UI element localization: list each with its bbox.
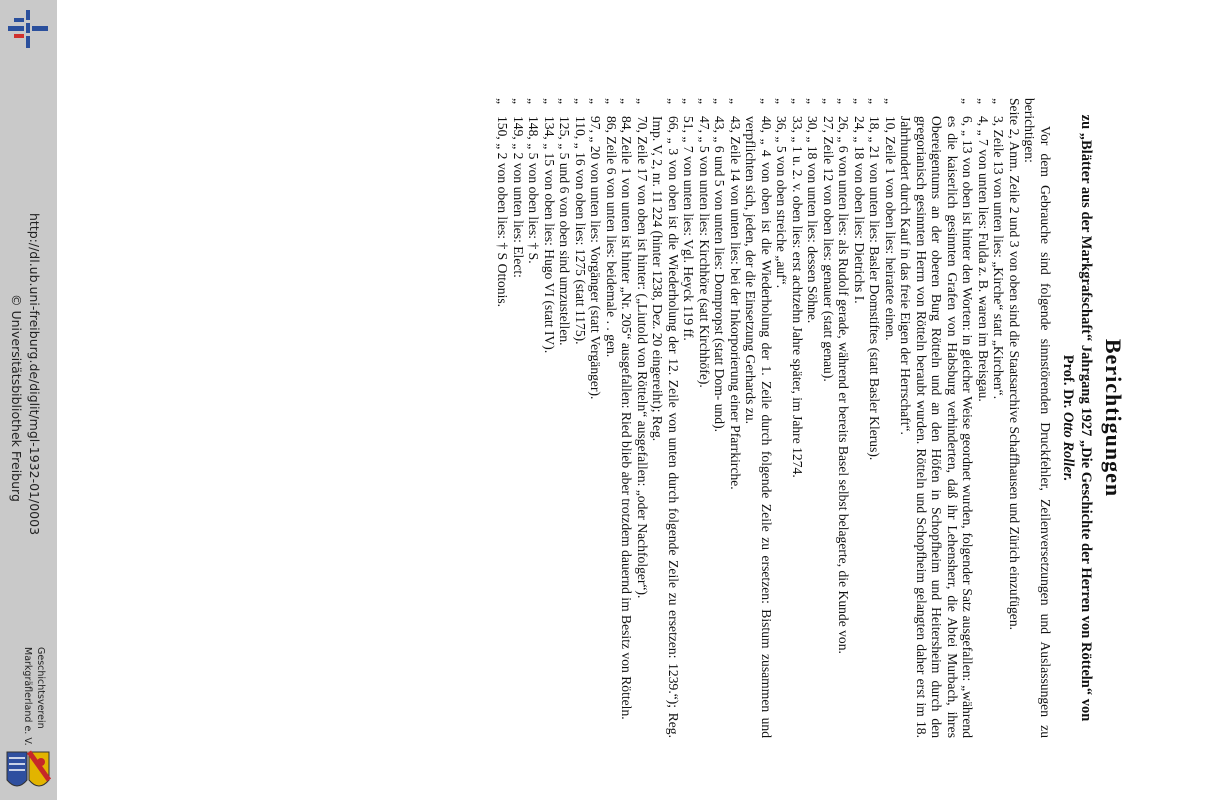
correction-text: 150, „ 2 von oben lies: † S Ottonis. bbox=[495, 116, 511, 308]
correction-text: 148, „ 5 von oben lies: † S. bbox=[526, 116, 542, 264]
ditto-mark: „ bbox=[588, 98, 604, 105]
correction-row bbox=[728, 98, 744, 738]
correction-text: 36, „ 5 von oben streiche „auf“. bbox=[774, 116, 790, 289]
ditto-mark: „ bbox=[836, 98, 852, 105]
correction-seite-2: Seite 2, Anm. Zeile 2 und 3 von oben sind die Staatsarchive Schaffhausen und Zürich einzufügen. bbox=[1007, 98, 1022, 631]
ditto-mark: „ bbox=[976, 98, 991, 105]
correction-row bbox=[852, 98, 868, 738]
correction-row bbox=[790, 98, 806, 738]
correction-row bbox=[588, 98, 604, 738]
ditto-mark: „ bbox=[728, 98, 743, 105]
correction-text: 70, Zeile 17 von oben ist hinter: („Liutold von Rötteln“ ausgefallen: „oder Nachfolger“). bbox=[635, 116, 650, 599]
ditto-mark: „ bbox=[852, 98, 867, 105]
ditto-mark: „ bbox=[542, 98, 557, 105]
page-subtitle bbox=[1059, 98, 1095, 738]
correction-text: 24, „ 18 von oben lies: Dietrichs I. bbox=[852, 116, 867, 304]
correction-row bbox=[774, 98, 790, 738]
ditto-mark: „ bbox=[604, 98, 619, 105]
correction-row bbox=[743, 98, 774, 738]
correction-row bbox=[712, 98, 728, 738]
correction-text: 18, „ 21 von unten lies: Basler Domstiftes (statt Basler Klerus). bbox=[867, 116, 883, 461]
source-url[interactable]: http://dl.ub.uni-freiburg.de/diglit/mgl-1932-01/0003 bbox=[27, 213, 42, 536]
correction-row bbox=[619, 98, 635, 738]
correction-text: 43, Zeile 14 von unten lies: bei der Inkorporierung einer Pfarrkirche. bbox=[728, 116, 743, 490]
correction-row bbox=[867, 98, 883, 738]
ditto-mark: „ bbox=[681, 98, 697, 105]
correction-text: 4, „ 7 von unten lies: Fulda z. B. waren im Breisgau. bbox=[976, 116, 991, 402]
correction-text: 30, „ 18 von unten lies: dessen Söhne. bbox=[805, 116, 821, 324]
correction-row bbox=[898, 98, 976, 738]
ditto-mark: „ bbox=[821, 98, 836, 105]
correction-row bbox=[542, 98, 558, 738]
correction-text: 125, „ 5 und 6 von oben sind umzustellen. bbox=[557, 116, 573, 346]
copyright-notice: © Universitätsbibliothek Freiburg bbox=[9, 294, 24, 502]
ditto-mark: „ bbox=[991, 98, 1007, 105]
ditto-mark: „ bbox=[867, 98, 883, 105]
correction-text: 66, „ 3 von oben ist die Wiederholung der 12. Zeile von unten durch folgende Zeile zu ersetzen: 1239.“); Reg. Imp. V, 2, nr. 11 224 (hinter 1238, Dez. 20 eingereiht); Reg. bbox=[650, 116, 681, 738]
intro-paragraph: Vor dem Gebrauche sind folgende sinnstörenden Druckfehler, Zeilenversetzungen und Auslassungen zu berichtigen: bbox=[1022, 98, 1053, 738]
correction-text: 134, „ 15 von oben lies: Hugo VI (statt IV). bbox=[542, 116, 557, 354]
correction-text: 10, Zeile 1 von oben lies: heiratete einen. bbox=[883, 116, 898, 341]
correction-text: 3, Zeile 13 von unten lies: „Kirche“ statt „Kirchen“. bbox=[991, 116, 1007, 400]
correction-text: 86, Zeile 6 von unten lies: beidemale . . gen. bbox=[604, 116, 619, 358]
ditto-mark: „ bbox=[619, 98, 635, 105]
correction-text: 43, „ 6 und 5 von unten lies: Dompropst (statt Dom- und). bbox=[712, 116, 728, 433]
ditto-mark: „ bbox=[883, 98, 898, 105]
subtitle-text: zu „Blätter aus der Markgrafschaft“ Jahrgang 1927 „Die Geschichte der Herren von Rötteln“ von Prof. Dr. bbox=[1060, 114, 1094, 722]
correction-text: 33, „ 1 u. 2. v. oben lies: erst achtzehn Jahre später, im Jahre 1274. bbox=[790, 116, 805, 478]
ditto-mark: „ bbox=[712, 98, 728, 105]
correction-text: 40, „ 4 von oben ist die Wiederholung der 1. Zeile durch folgende Zeile zu ersetzen: Bistum zusammen und verpflichten sich, jeden, der die Einsetzung Gerhards zu. bbox=[743, 116, 774, 738]
correction-row bbox=[697, 98, 713, 738]
ditto-mark: „ bbox=[526, 98, 542, 105]
society-name-line1: Geschichtsverein bbox=[35, 647, 46, 729]
corrections-list bbox=[495, 98, 1007, 738]
ditto-mark: „ bbox=[635, 98, 650, 105]
correction-text: 27, Zeile 12 von oben lies: genauer (statt genau). bbox=[821, 116, 836, 382]
ditto-mark: „ bbox=[557, 98, 573, 105]
correction-text: 26, „ 6 von unten lies: als Rudolf gerade, während er bereits Basel selbst belagerte, die Kunde von. bbox=[836, 116, 852, 654]
correction-row bbox=[557, 98, 573, 738]
correction-row bbox=[681, 98, 697, 738]
correction-text: 97, „ 20 von unten lies: Vorgänger (statt Vergänger). bbox=[588, 116, 604, 400]
ditto-mark: „ bbox=[805, 98, 821, 105]
correction-text: 47, „ 5 von unten lies: Kirchhöre (satt Kirchhöfe). bbox=[697, 116, 712, 388]
ditto-mark: „ bbox=[790, 98, 805, 105]
ditto-mark: „ bbox=[774, 98, 790, 105]
subtitle-author: Otto Roller. bbox=[1060, 411, 1076, 482]
correction-text: 110, „ 16 von oben lies: 1275 (statt 1175). bbox=[573, 116, 588, 345]
correction-row bbox=[976, 98, 992, 738]
society-name-line2: Markgräflerland e. V. bbox=[22, 647, 33, 746]
ditto-mark: „ bbox=[697, 98, 712, 105]
correction-row bbox=[991, 98, 1007, 738]
correction-text: 6, „ 13 von oben ist hinter den Worten: in gleicher Weise geordnet wurden, folgender Satz ausgefallen: „während es die kaiserlich gesinnten Grafen von Habsburg verhinderten, daß ihr Lehensherr, die Abtei Murbach, ihres Obereigentums an der oberen Burg Rötteln und an den Höfen in Schopfheim und Heitersheim durch den gregorianisch gesinnten Herrn von Rötteln beraubt wurden. Rötteln und Schopfheim gelangten daher erst im 18. Jahrhundert durch Kauf in das freie Eigen der Herrschaft“. bbox=[898, 116, 976, 738]
page-title: Berichtigungen bbox=[1101, 338, 1126, 498]
correction-row bbox=[511, 98, 527, 738]
correction-row bbox=[604, 98, 620, 738]
correction-row bbox=[836, 98, 852, 738]
sidebar bbox=[0, 0, 57, 800]
correction-text: 149, „ 2 von unten lies: Elect: bbox=[511, 116, 526, 278]
correction-row bbox=[821, 98, 837, 738]
document-page bbox=[495, 98, 1125, 738]
coat-of-arms-icon bbox=[5, 750, 51, 794]
correction-row bbox=[805, 98, 821, 738]
ditto-mark: „ bbox=[495, 98, 511, 105]
correction-row bbox=[635, 98, 651, 738]
correction-row bbox=[573, 98, 589, 738]
correction-row bbox=[526, 98, 542, 738]
ditto-mark: „ bbox=[759, 98, 774, 105]
correction-row bbox=[883, 98, 899, 738]
ditto-mark: „ bbox=[666, 98, 681, 105]
ditto-mark: „ bbox=[960, 98, 976, 105]
ditto-mark: „ bbox=[573, 98, 588, 105]
correction-text: 84, Zeile 1 von unten ist hinter „Nr. 205“ ausgefallen: Ried blieb aber trotzdem dauernd im Besitz von Rötteln. bbox=[619, 116, 635, 720]
correction-text: 51, „ 7 von unten lies: Vgl. Heyck 119 ff. bbox=[681, 116, 697, 341]
correction-row bbox=[650, 98, 681, 738]
correction-row bbox=[495, 98, 511, 738]
ditto-mark: „ bbox=[511, 98, 526, 105]
ub-freiburg-logo bbox=[6, 8, 50, 52]
